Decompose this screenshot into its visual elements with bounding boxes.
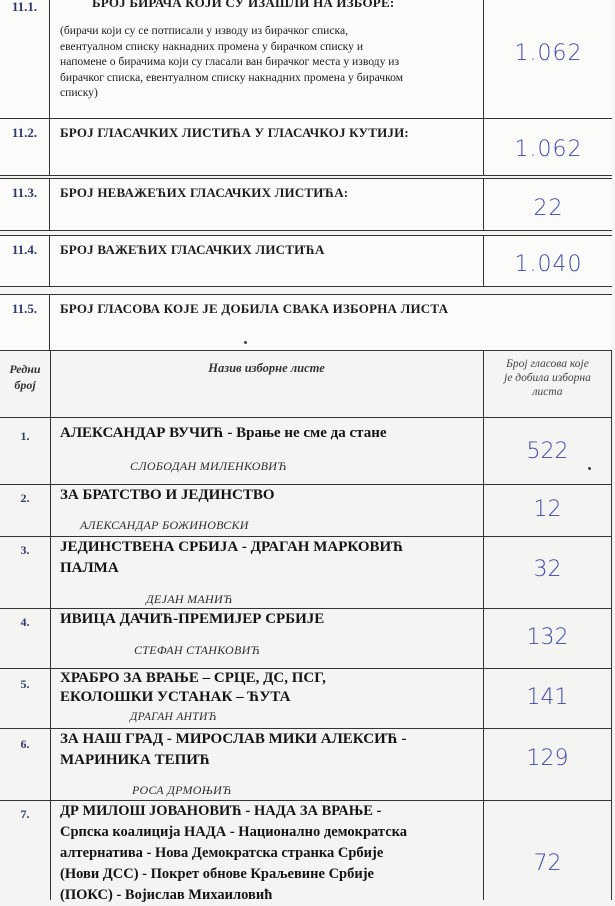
list-leader: ДРАГАН АНТИЋ	[130, 711, 218, 723]
section-number: 11.4.	[0, 236, 50, 286]
row-number: 5.	[20, 677, 30, 691]
votes-value: 522	[526, 439, 569, 464]
section-title: БРОЈ ГЛАСОВА КОЈЕ ЈЕ ДОБИЛА СВАКА ИЗБОРНА ЛИСТА	[60, 301, 449, 316]
header-votes: Број гласова које је добила изборна листа	[504, 358, 591, 398]
list-name: ХРАБРО ЗА ВРАЊЕ – СРЦЕ, ДС, ПСГ, ЕКОЛОШКИ УСТАНАК – ЋУТА	[60, 670, 326, 705]
row-number: 1.	[20, 429, 30, 443]
list-name: ЈЕДИНСТВЕНА СРБИЈА - ДРАГАН МАРКОВИЋ ПАЛМА	[60, 539, 404, 576]
section-11-5	[0, 294, 612, 351]
section-11-2	[0, 118, 612, 176]
row-divider	[0, 417, 612, 418]
votes-value: 129	[526, 746, 569, 771]
list-leader: СТЕФАН СТАНКОВИЋ	[134, 643, 261, 657]
ink-dot	[588, 467, 591, 470]
value-box	[483, 179, 613, 230]
row-number: 6.	[20, 737, 30, 751]
header-list-name: Назив изборне листе	[208, 361, 325, 375]
section-11-1	[0, 0, 612, 120]
votes-value: 132	[526, 625, 569, 650]
handwritten-value: 1.040	[514, 252, 583, 277]
votes-value: 72	[533, 851, 562, 876]
votes-value: 32	[533, 557, 562, 582]
row-number: 2.	[20, 491, 30, 505]
section-title: БРОЈ ВАЖЕЋИХ ГЛАСАЧКИХ ЛИСТИЋА	[60, 242, 325, 257]
votes-value: 141	[526, 685, 569, 710]
section-title: БРОЈ НЕВАЖЕЋИХ ГЛАСАЧКИХ ЛИСТИЋА:	[60, 185, 349, 200]
header-number: Редни број	[9, 362, 41, 392]
section-number: 11.5.	[0, 295, 50, 351]
list-leader: СЛОБОДАН МИЛЕНКОВИЋ	[130, 459, 288, 473]
votes-value: 12	[533, 497, 562, 522]
section-number: 11.2.	[0, 119, 50, 175]
list-leader: РОСА ДРМОЊИЋ	[132, 783, 232, 797]
value-box	[483, 0, 613, 119]
list-name: ЗА НАШ ГРАД - МИРОСЛАВ МИКИ АЛЕКСИЋ - МАРИНИКА ТЕПИЋ	[60, 731, 407, 768]
section-number: 11.3.	[0, 179, 50, 230]
ink-dot	[244, 341, 247, 344]
row-number: 3.	[20, 543, 30, 557]
list-name: ДР МИЛОШ ЈОВАНОВИЋ - НАДА ЗА ВРАЊЕ - Српска коалиција НАДА - Национално демократска алтернатива - Нова Демократска странка Србије (Нови ДСС) - Покрет обнове Краљевине Србије (ПОКС) - Војислав Михаиловић	[60, 803, 408, 903]
value-box	[483, 119, 613, 175]
list-name: ЗА БРАТСТВО И ЈЕДИНСТВО	[60, 487, 275, 503]
section-note: (бирачи који су се потписали у изводу из бирачког списка, евентуалном списку накнадних промена у бирачком списку и напомене о бирачима који су гласали ван бирачког места у изводу из бирачког списка, евентуалном списку накнадних промена у бирачком списку)	[60, 24, 404, 99]
handwritten-value: 1.062	[514, 41, 583, 66]
row-number: 4.	[20, 615, 30, 629]
handwritten-value: 1.062	[514, 137, 583, 162]
list-name: ИВИЦА ДАЧИЋ-ПРЕМИЈЕР СРБИЈЕ	[60, 611, 325, 627]
section-title: БРОЈ БИРАЧА КОЈИ СУ ИЗАШЛИ НА ИЗБОРЕ:	[92, 0, 395, 10]
value-box	[483, 236, 613, 286]
list-name: АЛЕКСАНДАР ВУЧИЋ - Врање не сме да стане	[60, 425, 387, 441]
row-number: 7.	[20, 807, 30, 821]
list-leader: АЛЕКСАНДАР БОЖИНОВСКИ	[80, 518, 249, 532]
column-divider	[50, 351, 51, 900]
list-leader: ДЕЈАН МАНИЋ	[146, 592, 233, 606]
candidate-lists-table	[0, 350, 612, 903]
handwritten-value: 22	[533, 196, 564, 221]
section-11-3	[0, 178, 612, 231]
section-number: 11.1.	[0, 0, 50, 119]
section-title: БРОЈ ГЛАСАЧКИХ ЛИСТИЋА У ГЛАСАЧКОЈ КУТИЈИ:	[60, 125, 409, 140]
section-11-4	[0, 235, 612, 287]
